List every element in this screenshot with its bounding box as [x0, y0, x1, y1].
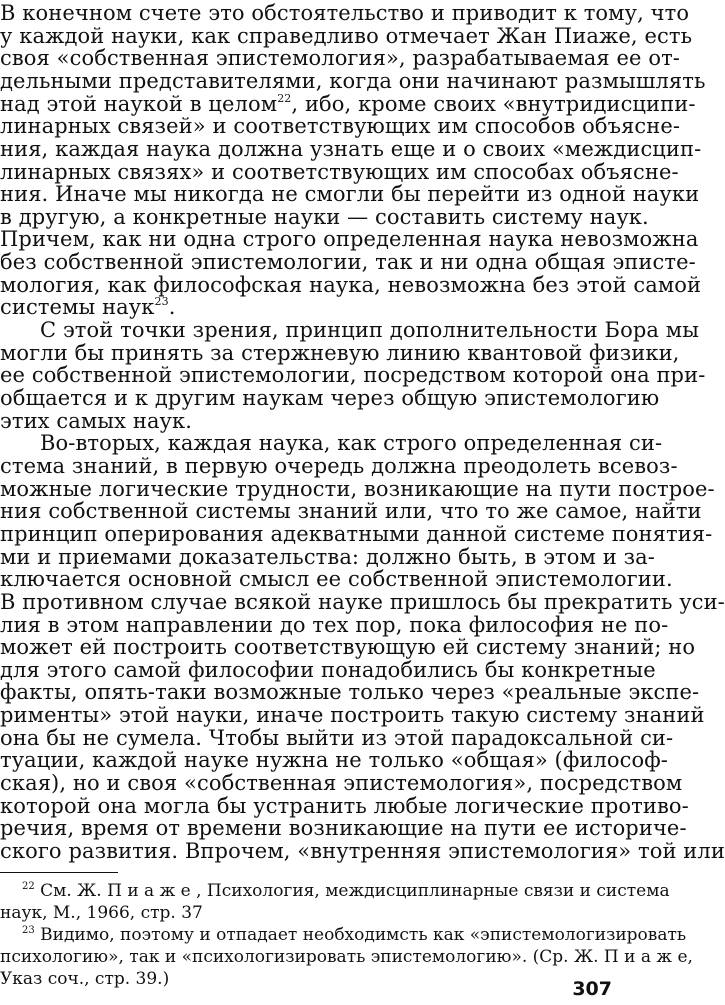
text-line: В конечном счете это обстоятельство и приводит к тому, что [0, 1, 690, 25]
footnote-divider [0, 872, 118, 873]
text-line: ключается основной смысл ее собственной эпистемологии. [0, 567, 673, 592]
footnote-ref-22: 22 [277, 91, 292, 105]
footnote-23-cont: психологию», так и «психологизировать эпистемологию». (Ср. Ж. П и а ж е, [0, 947, 693, 967]
page-number: 307 [572, 978, 612, 1000]
text-line: в другую, а конкретные науки — составить систему наук. [0, 204, 649, 229]
footnote-23-cont: Указ соч., стр. 39.) [0, 969, 170, 989]
text-line: ния собственной системы знаний или, что то же самое, найти [0, 499, 702, 524]
footnote-ref-23: 23 [154, 295, 169, 309]
footnote-text: См. Ж. П и а ж е , Психология, междисциплинарные связи и система [40, 881, 670, 901]
footnote-number: 22 [22, 881, 35, 892]
text-line: стема знаний, в первую очередь должна преодолеть всевоз- [0, 453, 678, 478]
text-segment: над этой наукой в целом [0, 91, 278, 116]
text-line: ния. Иначе мы никогда не смогли бы перейти из одной науки [0, 182, 700, 207]
text-line: она бы не сумела. Чтобы выйти из этой парадоксальной си- [0, 725, 674, 750]
text-segment: системы наук [0, 295, 155, 320]
text-line: могли бы принять за стержневую линию квантовой физики, [0, 340, 680, 365]
text-line: может ей построить соответствующую ей систему знаний; но [0, 635, 696, 660]
text-line: системы наук$^{23}$. [0, 295, 176, 320]
text-line: ми и приемами доказательства: должно быть, в этом и за- [0, 544, 655, 569]
text-line: своя «собственная эпистемология», разрабатываемая ее от- [0, 46, 680, 71]
text-line: мология, как философская наука, невозможна без этой самой [0, 272, 702, 297]
text-line: можные логические трудности, возникающие на пути построе- [0, 476, 715, 501]
text-line: дельными представителями, когда они начинают размышлять [0, 68, 706, 93]
text-line: В противном случае всякой науке пришлось бы прекратить уси- [0, 589, 725, 614]
text-line: Во-вторых, каждая наука, как строго определенная си- [40, 431, 663, 456]
text-line: этих самых наук. [0, 408, 193, 433]
text-line: линарных связях» и соответствующих им способах объясне- [0, 159, 679, 184]
text-line: ского развития. Впрочем, «внутренняя эпистемология» той или [0, 839, 725, 863]
text-line: без собственной эпистемологии, так и ни одна общая эписте- [0, 250, 696, 275]
text-line: лия в этом направлении до тех пор, пока философия не по- [0, 612, 669, 637]
text-line: для этого самой философии понадобились бы конкретные [0, 657, 656, 682]
text-line: у каждой науки, как справедливо отмечает Жан Пиаже, есть [0, 23, 693, 48]
text-line [0, 91, 696, 116]
text-line: которой она могла бы устранить любые логические противо- [0, 793, 689, 818]
footnote-number: 23 [22, 925, 35, 936]
text-line: линарных связей» и соответствующих им способов объясне- [0, 114, 681, 139]
text-line: С этой точки зрения, принцип дополнительности Бора мы [40, 318, 700, 343]
footnote-23 [22, 924, 687, 946]
text-line: рименты» этой науки, иначе построить такую систему знаний [0, 703, 705, 728]
text-segment: , ибо, кроме своих «внутридисципи- [291, 91, 696, 116]
text-line: туации, каждой науке нужна не только «общая» (философ- [0, 748, 668, 773]
footnote-text: Видимо, поэтому и отпадает необходимсть как «эпистемологизировать [40, 925, 687, 945]
footnote-22 [22, 880, 670, 902]
text-line: принцип оперирования адекватными данной системе понятия- [0, 521, 713, 546]
text-line: Причем, как ни одна строго определенная наука невозможна [0, 227, 699, 252]
text-line: ния, каждая наука должна узнать еще и о своих «междисцип- [0, 136, 702, 161]
footnote-22-cont: наук, М., 1966, стр. 37 [0, 903, 203, 923]
text-line: речия, время от времени возникающие на пути ее историче- [0, 816, 687, 841]
text-line: ее собственной эпистемологии, посредством которой она при- [0, 363, 706, 388]
text-line: факты, опять-таки возможные только через «реальные экспе- [0, 680, 700, 705]
text-line: общается и к другим наукам через общую эпистемологию [0, 386, 660, 411]
text-line: ская), но и своя «собственная эпистемология», посредством [0, 771, 683, 796]
